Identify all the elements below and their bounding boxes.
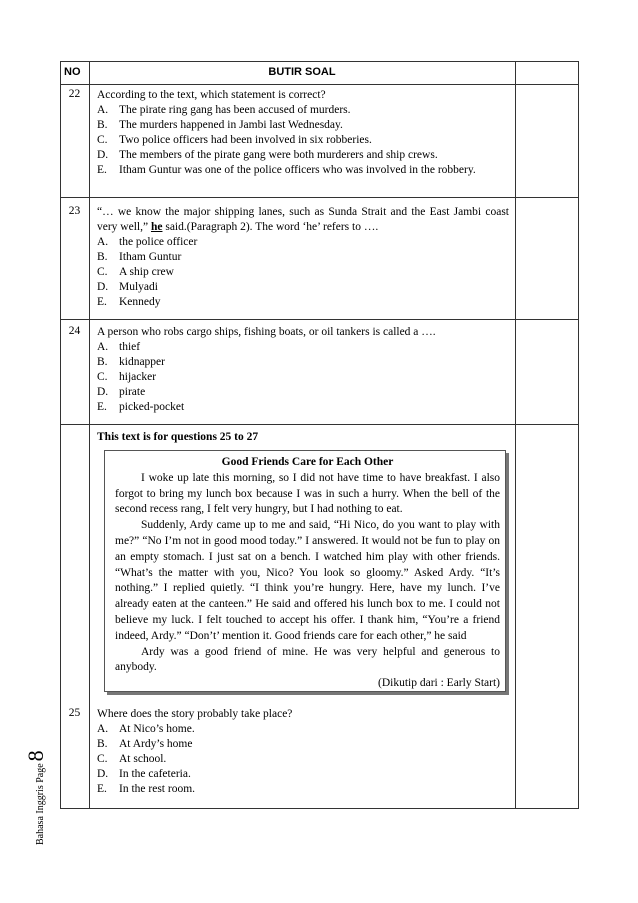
row-divider bbox=[60, 319, 579, 320]
question-number: 23 bbox=[68, 205, 81, 217]
question-table bbox=[60, 61, 579, 809]
answer-option: A. The pirate ring gang has been accused of murders. bbox=[97, 104, 351, 116]
row-divider bbox=[60, 197, 579, 198]
answer-option: B. kidnapper bbox=[97, 356, 165, 368]
question-stem: Where does the story probably take place? bbox=[97, 708, 293, 720]
answer-option: A. the police officer bbox=[97, 236, 198, 248]
passage-paragraph: Ardy was a good friend of mine. He was very helpful and generous to anybody. bbox=[115, 645, 500, 674]
passage-paragraph: I woke up late this morning, so I did not have time to have breakfast. I also forgot to bring my lunch box because I was in such a hurry. When the bell of the second recess rang, I felt very hungry, but I had nothing to eat. bbox=[115, 471, 500, 516]
answer-option: B. Itham Guntur bbox=[97, 251, 182, 263]
question-23 bbox=[97, 205, 509, 310]
answer-option: C. A ship crew bbox=[97, 266, 174, 278]
header-no: NO bbox=[64, 66, 81, 78]
answer-option: A. At Nico’s home. bbox=[97, 723, 195, 735]
header-butir-soal: BUTIR SOAL bbox=[268, 66, 336, 78]
question-number: 25 bbox=[68, 707, 81, 719]
answer-option: C. At school. bbox=[97, 753, 167, 765]
passage-intro: This text is for questions 25 to 27 bbox=[97, 431, 259, 443]
row-divider bbox=[60, 424, 579, 425]
question-24 bbox=[97, 325, 509, 415]
page-number: 8 bbox=[23, 750, 48, 762]
passage-source: (Dikutip dari : Early Start) bbox=[378, 677, 500, 690]
col-divider bbox=[515, 61, 516, 809]
page-footer bbox=[23, 695, 49, 845]
question-25 bbox=[97, 707, 509, 797]
question-stem: “… we know the major shipping lanes, such as Sunda Strait and the East Jambi coast very well,” he said.(Paragraph 2). The word ‘he’ refers to …. bbox=[97, 206, 509, 233]
underlined-word: he bbox=[150, 221, 163, 233]
answer-option: C. hijacker bbox=[97, 371, 157, 383]
table-border-bottom bbox=[60, 808, 579, 809]
col-divider bbox=[89, 61, 90, 809]
table-border-left bbox=[60, 61, 61, 809]
answer-option: D. pirate bbox=[97, 386, 146, 398]
answer-option: D. Mulyadi bbox=[97, 281, 158, 293]
question-number: 24 bbox=[68, 325, 81, 337]
answer-option: B. At Ardy’s home bbox=[97, 738, 193, 750]
passage-title: Good Friends Care for Each Other bbox=[221, 456, 394, 468]
answer-option: D. In the cafeteria. bbox=[97, 768, 191, 780]
answer-option: E. picked-pocket bbox=[97, 401, 185, 413]
answer-option: E. Itham Guntur was one of the police officers who was involved in the robbery. bbox=[97, 164, 476, 176]
answer-option: E. Kennedy bbox=[97, 296, 161, 308]
question-stem: A person who robs cargo ships, fishing boats, or oil tankers is called a …. bbox=[97, 326, 436, 338]
answer-option: C. Two police officers had been involved in six robberies. bbox=[97, 134, 372, 146]
footer-subject: Bahasa Inggris Page bbox=[35, 763, 46, 845]
answer-option: A. thief bbox=[97, 341, 141, 353]
passage-paragraph: Suddenly, Ardy came up to me and said, “Hi Nico, do you want to play with me?” “No I’m not in good mood today.” I answered. It would not be fun to play on an empty stomach. I just sat on a bench. I watched him play with other friends. “What’s the matter with you, Nico? You look so gloomy.” Asked Ardy. “It’s nothing.” I replied quietly. “I think you’re hungry. Here, have my lunch. I’ve already eaten at the canteen.” He said and offered his lunch box to me. I could not believe my luck. I felt touched to accept his offer. I thank him, “You’re a friend indeed, Ardy.” “Don’t’ mention it. Good friends care for each other,” he said bbox=[115, 519, 500, 642]
answer-option: E. In the rest room. bbox=[97, 783, 196, 795]
table-border-right bbox=[578, 61, 579, 809]
answer-option: D. The members of the pirate gang were both murderers and ship crews. bbox=[97, 149, 438, 161]
question-22 bbox=[97, 88, 509, 178]
header-divider bbox=[60, 84, 579, 85]
reading-passage-box bbox=[104, 450, 506, 692]
question-number: 22 bbox=[68, 88, 81, 100]
question-stem: According to the text, which statement is correct? bbox=[97, 89, 326, 101]
answer-option: B. The murders happened in Jambi last Wednesday. bbox=[97, 119, 343, 131]
